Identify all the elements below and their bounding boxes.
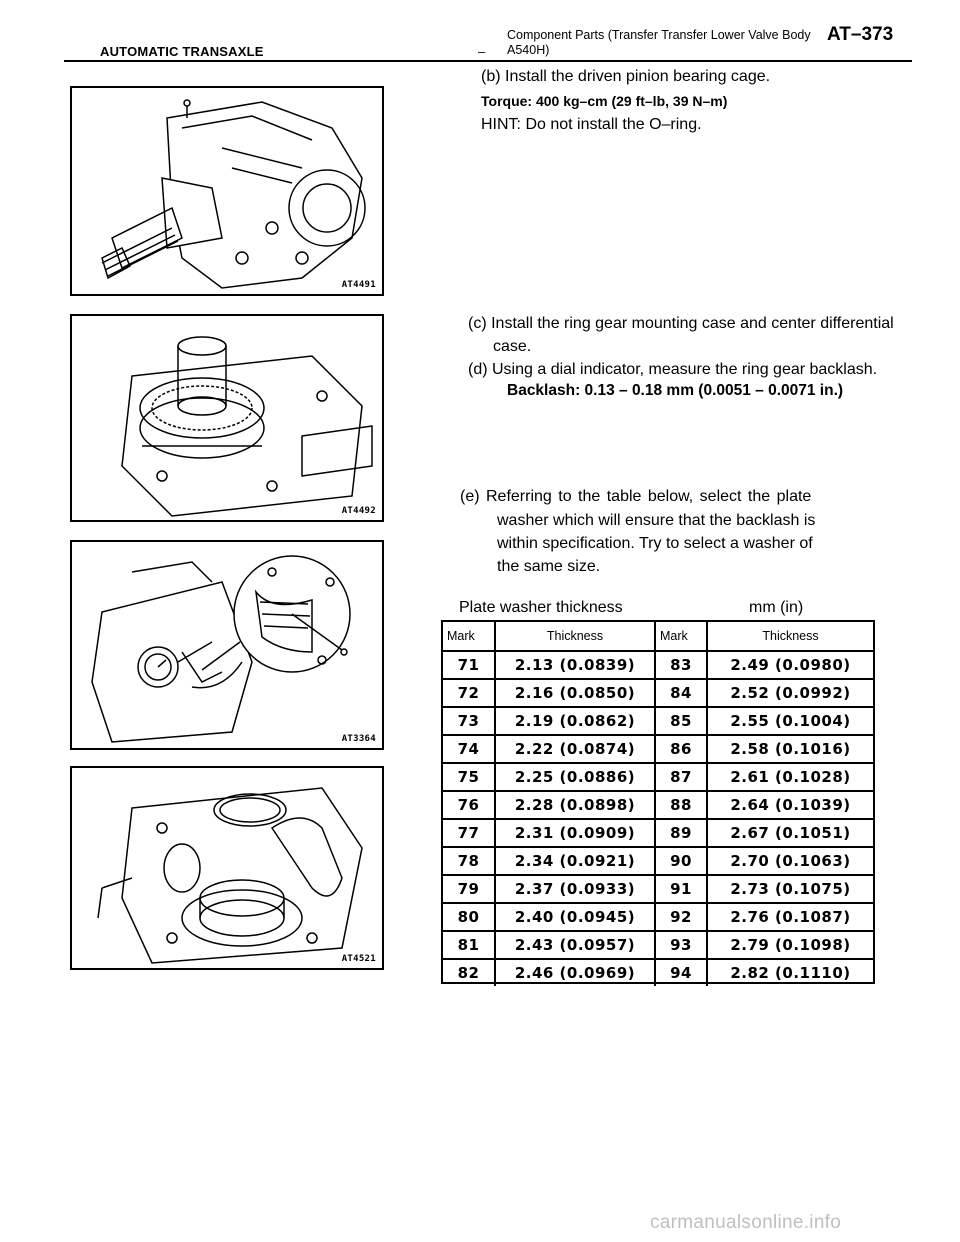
cell-mark: 71 (443, 651, 495, 679)
table-header-row (443, 622, 873, 651)
cell-mark: 91 (655, 875, 707, 903)
table-row (443, 875, 873, 903)
cell-thickness: 2.58 (0.1016) (707, 735, 873, 763)
differential-case-illustration (72, 316, 382, 520)
figure-code: AT4491 (341, 280, 376, 290)
plate-washer-table (441, 620, 875, 984)
cell-mark: 80 (443, 903, 495, 931)
plate-washer-illustration (72, 768, 382, 968)
section-title: AUTOMATIC TRANSAXLE (100, 44, 264, 59)
cell-thickness: 2.76 (0.1087) (707, 903, 873, 931)
header-subtitle: Component Parts (Transfer Transfer Lower Valve Body A540H) (507, 28, 811, 57)
cell-thickness: 2.55 (0.1004) (707, 707, 873, 735)
cell-mark: 86 (655, 735, 707, 763)
figure-code: AT3364 (341, 734, 376, 744)
cell-mark: 75 (443, 763, 495, 791)
table-row (443, 959, 873, 986)
cell-thickness: 2.82 (0.1110) (707, 959, 873, 986)
cell-mark: 78 (443, 847, 495, 875)
cell-mark: 73 (443, 707, 495, 735)
figure-code: AT4492 (341, 506, 376, 516)
cell-thickness: 2.52 (0.0992) (707, 679, 873, 707)
table-row (443, 707, 873, 735)
table-unit: mm (in) (749, 599, 804, 616)
cell-mark: 92 (655, 903, 707, 931)
table-row (443, 847, 873, 875)
dial-indicator-illustration (72, 542, 382, 748)
figure-plate-washer (70, 766, 384, 970)
cell-mark: 83 (655, 651, 707, 679)
cell-thickness: 2.79 (0.1098) (707, 931, 873, 959)
figure-center-differential (70, 314, 384, 522)
figure-code: AT4521 (341, 954, 376, 964)
cell-mark: 74 (443, 735, 495, 763)
step-d-spec: Backlash: 0.13 – 0.18 mm (0.0051 – 0.0071 in.) (507, 382, 844, 399)
cell-thickness: 2.43 (0.0957) (495, 931, 655, 959)
cell-thickness: 2.28 (0.0898) (495, 791, 655, 819)
cell-thickness: 2.61 (0.1028) (707, 763, 873, 791)
cell-thickness: 2.49 (0.0980) (707, 651, 873, 679)
cell-thickness: 2.73 (0.1075) (707, 875, 873, 903)
cell-mark: 81 (443, 931, 495, 959)
table-row (443, 735, 873, 763)
header-rule (64, 60, 912, 62)
cell-thickness: 2.40 (0.0945) (495, 903, 655, 931)
step-c-text-1: (c) Install the ring gear mounting case and center differential (468, 315, 894, 332)
table-row (443, 651, 873, 679)
figure-bearing-cage (70, 86, 384, 296)
cell-mark: 76 (443, 791, 495, 819)
cell-mark: 93 (655, 931, 707, 959)
cell-thickness: 2.22 (0.0874) (495, 735, 655, 763)
step-d-text: (d) Using a dial indicator, measure the ring gear backlash. (468, 361, 878, 378)
cell-thickness: 2.70 (0.1063) (707, 847, 873, 875)
step-c-text-2: case. (493, 338, 532, 355)
cell-mark: 94 (655, 959, 707, 986)
table-row (443, 819, 873, 847)
step-b-text: (b) Install the driven pinion bearing cage. (481, 68, 771, 85)
cell-mark: 88 (655, 791, 707, 819)
header-thickness: Thickness (495, 622, 655, 651)
table-row (443, 931, 873, 959)
header-dash: – (478, 44, 486, 59)
table-row (443, 791, 873, 819)
cell-mark: 89 (655, 819, 707, 847)
cell-mark: 90 (655, 847, 707, 875)
cell-thickness: 2.19 (0.0862) (495, 707, 655, 735)
step-e-line-3: within specification. Try to select a washer of (497, 535, 813, 552)
cell-thickness: 2.16 (0.0850) (495, 679, 655, 707)
step-e-line-1: (e) Referring to the table below, select the plate (460, 488, 812, 505)
header-mark: Mark (443, 622, 495, 651)
step-e-line-4: the same size. (497, 558, 601, 575)
cell-mark: 85 (655, 707, 707, 735)
cell-thickness: 2.64 (0.1039) (707, 791, 873, 819)
cell-mark: 87 (655, 763, 707, 791)
step-e-line-2: washer which will ensure that the backlash is (497, 512, 816, 529)
cell-thickness: 2.25 (0.0886) (495, 763, 655, 791)
cell-mark: 79 (443, 875, 495, 903)
header-thickness: Thickness (762, 629, 819, 643)
cell-thickness: 2.31 (0.0909) (495, 819, 655, 847)
table-row (443, 903, 873, 931)
step-b-torque: Torque: 400 kg–cm (29 ft–lb, 39 N–m) (481, 93, 728, 109)
cell-mark: 82 (443, 959, 495, 986)
cell-thickness: 2.13 (0.0839) (495, 651, 655, 679)
cell-mark: 77 (443, 819, 495, 847)
step-b-hint: HINT: Do not install the O–ring. (481, 116, 702, 133)
cell-thickness: 2.37 (0.0933) (495, 875, 655, 903)
cell-thickness: 2.34 (0.0921) (495, 847, 655, 875)
table-row (443, 763, 873, 791)
table-caption: Plate washer thickness (459, 599, 623, 616)
table-row (443, 679, 873, 707)
cell-thickness: 2.67 (0.1051) (707, 819, 873, 847)
cell-thickness: 2.46 (0.0969) (495, 959, 655, 986)
header-mark: Mark (655, 622, 707, 651)
figure-dial-indicator (70, 540, 384, 750)
transfer-case-illustration (72, 88, 382, 294)
page-number: AT–373 (827, 24, 894, 45)
cell-mark: 72 (443, 679, 495, 707)
cell-mark: 84 (655, 679, 707, 707)
watermark: carmanualsonline.info (650, 1212, 842, 1233)
